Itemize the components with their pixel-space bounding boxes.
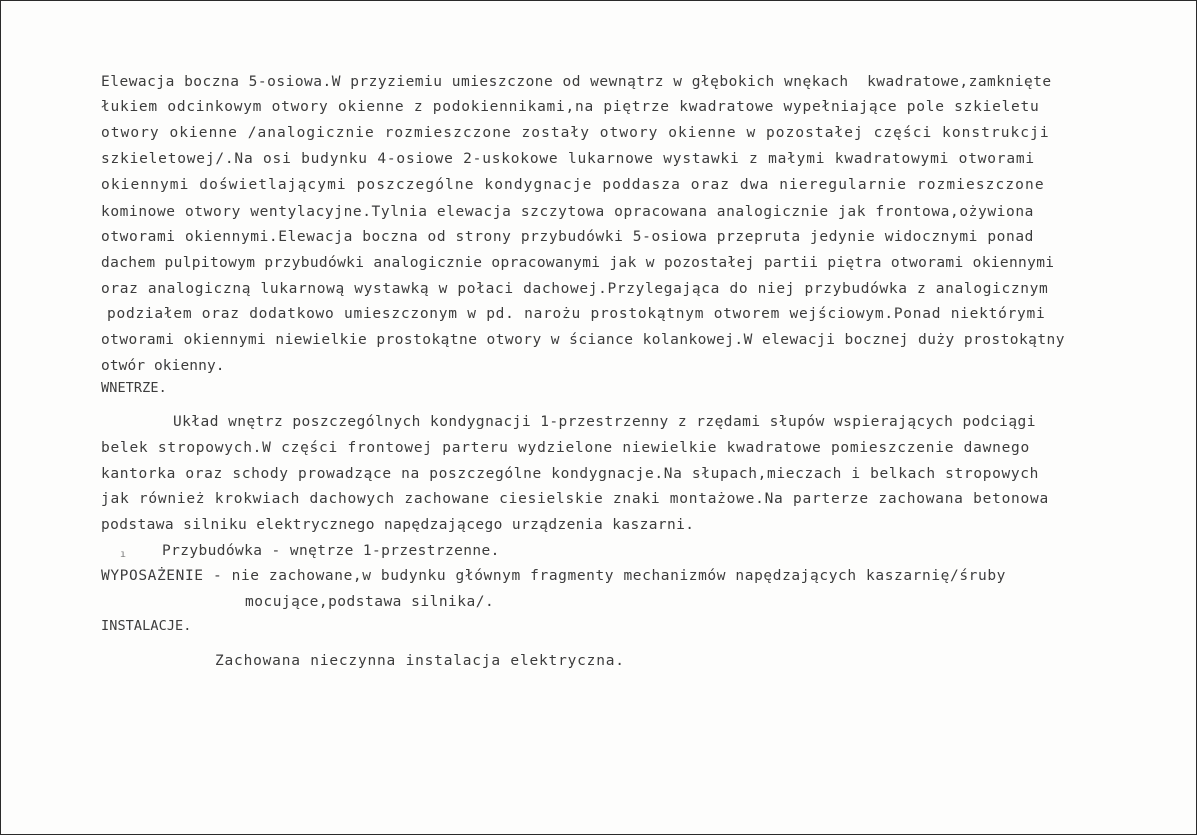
section-heading-instalacje: INSTALACJE. xyxy=(101,618,192,634)
section-heading-wnetrze: WNETRZE. xyxy=(101,380,167,396)
wnetrze-line: belek stropowych.W części frontowej parteru wydzielone niewielkie kwadratowe pomieszczenie dawnego xyxy=(101,440,1031,456)
instalacje-line: Zachowana nieczynna instalacja elektryczna. xyxy=(215,653,625,669)
paragraph-line: szkieletowej/.Na osi budynku 4-osiowe 2-uskokowe lukarnowe wystawki z małymi kwadratowymi otworami xyxy=(101,151,1035,167)
paragraph-line: okiennymi doświetlającymi poszczególne kondygnacje poddasza oraz dwa nieregularnie rozmieszczone xyxy=(101,177,1045,193)
paragraph-line: łukiem odcinkowym otwory okienne z podokiennikami,na piętrze kwadratowe wypełniające pole szkieletu xyxy=(101,99,1040,115)
wyposazenie-line: WYPOSAŻENIE - nie zachowane,w budynku głównym fragmenty mechanizmów napędzających kaszarnię/śruby xyxy=(101,568,1006,584)
paragraph-line: Elewacja boczna 5-osiowa.W przyziemiu umieszczone od wewnątrz w głębokich wnękach kwadratowe,zamknięte xyxy=(101,74,1052,90)
paragraph-line: otworami okiennymi niewielkie prostokątne otwory w ściance kolankowej.W elewacji bocznej duży prostokątny xyxy=(101,332,1065,348)
paragraph-line: kominowe otwory wentylacyjne.Tylnia elewacja szczytowa opracowana analogicznie jak frontowa,ożywiona xyxy=(101,204,1034,220)
paragraph-line: otwór okienny. xyxy=(101,358,225,374)
paragraph-line: podziałem oraz dodatkowo umieszczonym w pd. narożu prostokątnym otworem wejściowym.Ponad niektórymi xyxy=(107,306,1046,322)
przybudowka-line: Przybudówka - wnętrze 1-przestrzenne. xyxy=(162,543,500,559)
paragraph-line: otworami okiennymi.Elewacja boczna od strony przybudówki 5-osiowa przepruta jedynie widocznymi ponad xyxy=(101,229,1034,245)
wnetrze-line: Układ wnętrz poszczególnych kondygnacji 1-przestrzenny z rzędami słupów wspierających podciągi xyxy=(173,414,1036,430)
paragraph-line: oraz analogiczną lukarnową wystawką w połaci dachowej.Przylegająca do niej przybudówka z analogicznym xyxy=(101,281,1049,297)
wyposazenie-line: mocujące,podstawa silnika/. xyxy=(245,594,495,610)
paragraph-line: otwory okienne /analogicznie rozmieszczone zostały otwory okienne w pozostałej części konstrukcji xyxy=(101,125,1050,141)
wnetrze-line: kantorka oraz schody prowadzące na poszczególne kondygnacje.Na słupach,mieczach i belkach stropowych xyxy=(101,466,1039,482)
ink-speck: ı xyxy=(120,549,127,560)
wnetrze-line: podstawa silniku elektrycznego napędzającego urządzenia kaszarni. xyxy=(101,517,695,533)
paragraph-line: dachem pulpitowym przybudówki analogicznie opracowanymi jak w pozostałej partii piętra otworami okiennymi xyxy=(101,255,1055,271)
wnetrze-line: jak również krokwiach dachowych zachowane ciesielskie znaki montażowe.Na parterze zachowana betonowa xyxy=(101,491,1049,507)
